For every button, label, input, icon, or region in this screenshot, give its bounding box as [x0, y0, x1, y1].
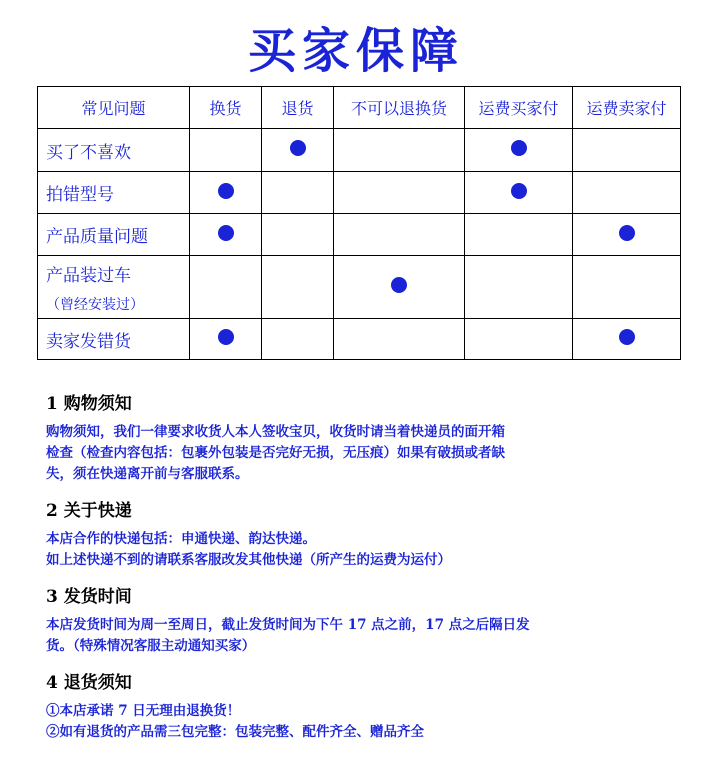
table-cell — [465, 319, 573, 360]
table-cell — [262, 319, 334, 360]
table-cell — [334, 214, 465, 256]
check-dot-icon — [619, 225, 635, 241]
row-label-cell — [38, 172, 190, 214]
table-row — [38, 172, 681, 214]
row-label-cell — [38, 319, 190, 360]
check-dot-icon — [511, 183, 527, 199]
table-cell — [190, 319, 262, 360]
check-dot-icon — [511, 140, 527, 156]
header-cell: 运费卖家付 — [573, 87, 681, 129]
header-cell: 退货 — [262, 87, 334, 129]
table-row — [38, 129, 681, 172]
page-title: 买家保障 — [247, 23, 464, 79]
table-row — [38, 214, 681, 256]
table-cell — [190, 214, 262, 256]
table-row — [38, 256, 681, 319]
section-line: 如上述快递不到的请联系客服改发其他快递（所产生的运费为运付） — [46, 552, 451, 568]
table-cell — [573, 129, 681, 172]
section-line: 失，须在快递离开前与客服联系。 — [46, 466, 249, 482]
header-cell: 换货 — [190, 87, 262, 129]
table-header-row — [38, 87, 681, 129]
section-body — [46, 529, 686, 571]
check-dot-icon — [619, 329, 635, 345]
table-body — [38, 129, 681, 360]
row-label-cell — [38, 256, 190, 319]
check-dot-icon — [391, 277, 407, 293]
header-cell: 不可以退换货 — [334, 87, 465, 129]
table-cell — [465, 129, 573, 172]
table-cell — [334, 256, 465, 319]
section-heading: 3 发货时间 — [46, 587, 132, 607]
row-label: 产品质量问题 — [46, 227, 148, 247]
check-dot-icon — [218, 183, 234, 199]
row-label-cell — [38, 129, 190, 172]
header-cell: 常见问题 — [38, 87, 190, 129]
table-cell — [465, 256, 573, 319]
table-cell — [573, 256, 681, 319]
section-body — [46, 615, 686, 657]
table-cell — [465, 172, 573, 214]
table-cell — [262, 129, 334, 172]
section-line: ①本店承诺 7 日无理由退换货！ — [46, 703, 241, 719]
table-cell — [573, 172, 681, 214]
row-label: 拍错型号 — [46, 185, 114, 205]
check-dot-icon — [218, 329, 234, 345]
header-cell: 运费买家付 — [465, 87, 573, 129]
table-cell — [190, 172, 262, 214]
table-cell — [573, 319, 681, 360]
guarantee-table — [37, 86, 681, 360]
section-body — [46, 701, 686, 743]
table-cell — [465, 214, 573, 256]
table-cell — [262, 172, 334, 214]
info-sections — [46, 392, 686, 757]
section-line: 本店合作的快递包括：申通快递、韵达快递。 — [46, 531, 316, 547]
table-cell — [334, 172, 465, 214]
table-cell — [262, 214, 334, 256]
table-cell — [190, 256, 262, 319]
row-label: 产品装过车 — [46, 265, 131, 286]
section-line: 购物须知，我们一律要求收货人本人签收宝贝，收货时请当着快递员的面开箱 — [46, 424, 505, 440]
row-sublabel: （曾经安装过） — [46, 296, 144, 313]
table-cell — [573, 214, 681, 256]
table-cell — [334, 129, 465, 172]
row-label-cell — [38, 214, 190, 256]
check-dot-icon — [290, 140, 306, 156]
row-label: 买了不喜欢 — [46, 142, 131, 163]
section-body — [46, 422, 686, 485]
section-heading: 2 关于快递 — [46, 501, 132, 521]
section-line: 检查（检查内容包括：包裹外包装是否完好无损，无压痕）如果有破损或者缺 — [46, 445, 505, 461]
table-cell — [190, 129, 262, 172]
table-cell — [334, 319, 465, 360]
table-row — [38, 319, 681, 360]
section-line: 货。（特殊情况客服主动通知买家） — [46, 638, 256, 654]
section-line: ②如有退货的产品需三包完整：包装完整、配件齐全、赠品齐全 — [46, 724, 424, 740]
table-cell — [262, 256, 334, 319]
section-line: 本店发货时间为周一至周日，截止发货时间为下午 17 点之前，17 点之后隔日发 — [46, 617, 530, 633]
section-heading: 4 退货须知 — [46, 673, 132, 693]
row-label: 卖家发错货 — [46, 331, 131, 352]
check-dot-icon — [218, 225, 234, 241]
section-heading: 1 购物须知 — [46, 394, 132, 414]
